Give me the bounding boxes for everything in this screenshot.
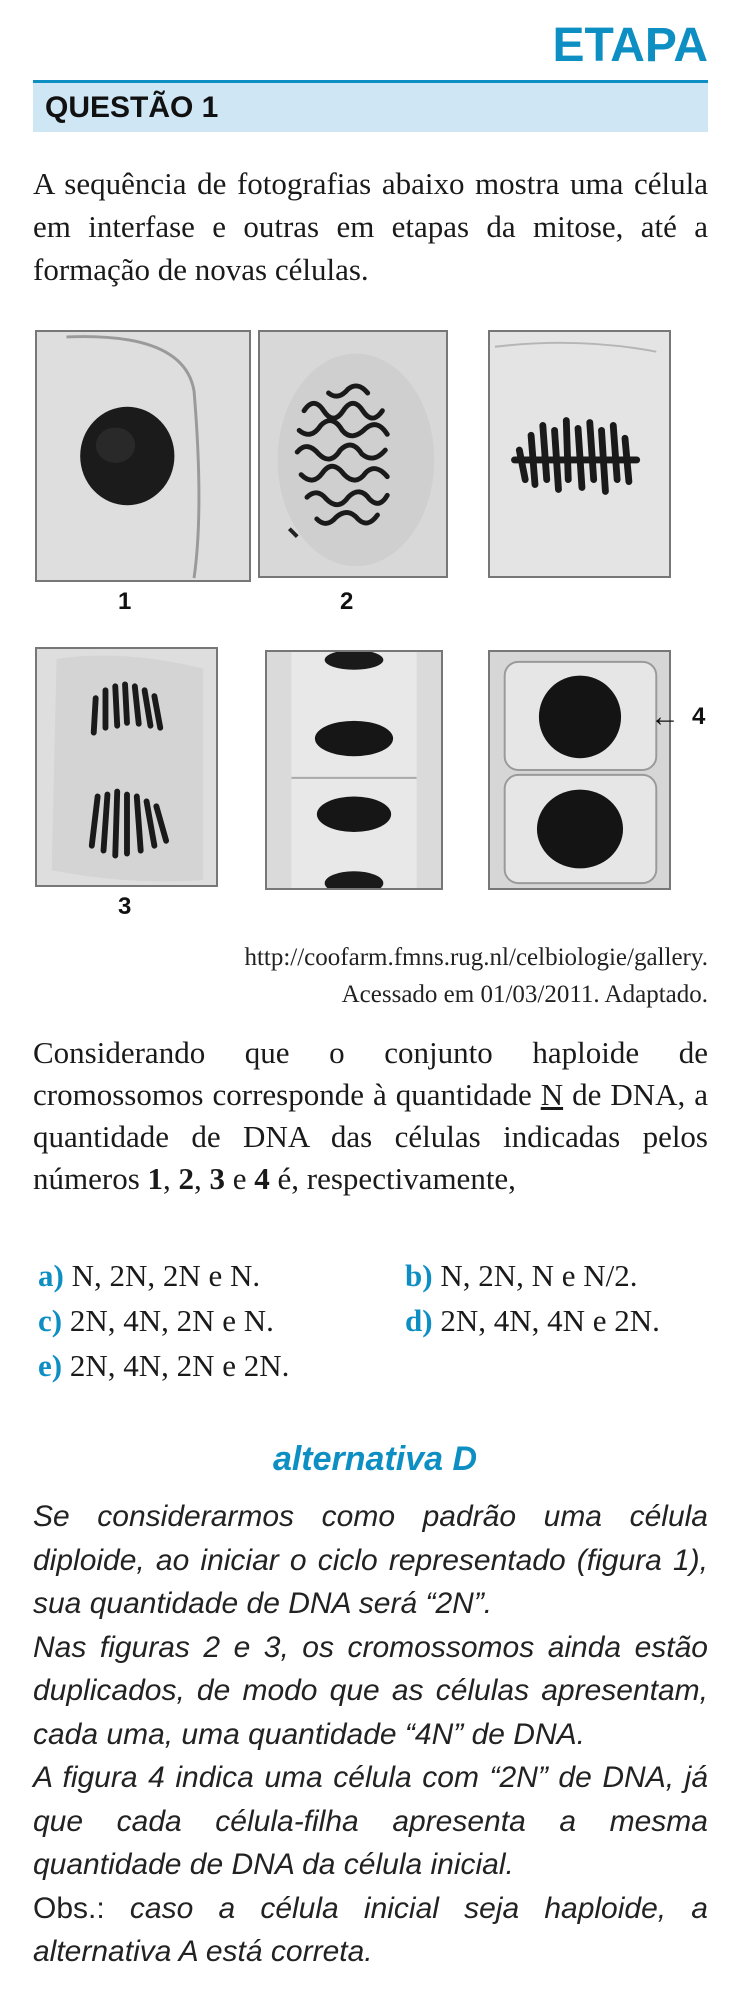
obs-label: Obs.: <box>33 1891 105 1925</box>
explanation-observation: Obs.: caso a célula inicial seja haploide, a alternativa A está correta. <box>33 1891 708 1968</box>
option-e[interactable]: e) 2N, 4N, 2N e 2N. <box>38 1348 290 1383</box>
photo-interphase <box>35 330 251 582</box>
explanation-paragraph-2: Nas figuras 2 e 3, os cromossomos ainda estão duplicados, de modo que as células apresentam, cada uma, uma quantidade “4N” de DNA. <box>33 1630 708 1751</box>
figure-label-1: 1 <box>118 588 132 615</box>
source-access-date: Acessado em 01/03/2011. Adaptado. <box>341 981 708 1008</box>
question-title: QUESTÃO 1 <box>45 91 219 124</box>
source-url: http://coofarm.fmns.rug.nl/celbiologie/gallery. <box>244 944 708 971</box>
question-header-bar <box>33 80 708 132</box>
photo-anaphase <box>35 647 218 887</box>
photo-prophase <box>258 330 448 578</box>
figure-label-4: 4 <box>692 703 706 730</box>
explanation-paragraph-1: Se considerarmos como padrão uma célula diploide, ao iniciar o ciclo representado (figura 1), sua quantidade de DNA será “2N”. <box>33 1500 708 1620</box>
photo-daughter-cells <box>488 650 671 890</box>
photo-metaphase <box>488 330 671 578</box>
explanation-paragraph-3: A figura 4 indica uma célula com “2N” de DNA, já que cada célula-filha apresenta a mesma quantidade de DNA da célula inicial. <box>33 1761 708 1881</box>
photo-telophase <box>265 650 443 890</box>
option-a[interactable]: a) N, 2N, 2N e N. <box>38 1258 261 1293</box>
question-text: Considerando que o conjunto haploide de cromossomos corresponde à quantidade N de DNA, a quantidade de DNA das células indicadas pelos números 1, 2, 3 e 4 é, respectivamente, <box>33 1035 708 1196</box>
etapa-logo: ETAPA <box>552 19 708 72</box>
option-d[interactable]: d) 2N, 4N, 4N e 2N. <box>405 1303 660 1338</box>
figure-label-3: 3 <box>118 893 132 920</box>
option-b[interactable]: b) N, 2N, N e N/2. <box>405 1258 638 1293</box>
figure-label-2: 2 <box>340 588 354 615</box>
explanation <box>33 1495 708 1974</box>
answer-heading: alternativa D <box>272 1440 478 1478</box>
arrow-left-icon: ← <box>650 700 680 733</box>
intro-text: A sequência de fotografias abaixo mostra uma célula em interfase e outras em etapas da mitose, até a formação de novas células. <box>33 166 708 287</box>
underlined-N: N <box>540 1077 564 1112</box>
option-c[interactable]: c) 2N, 4N, 2N e N. <box>38 1303 274 1338</box>
